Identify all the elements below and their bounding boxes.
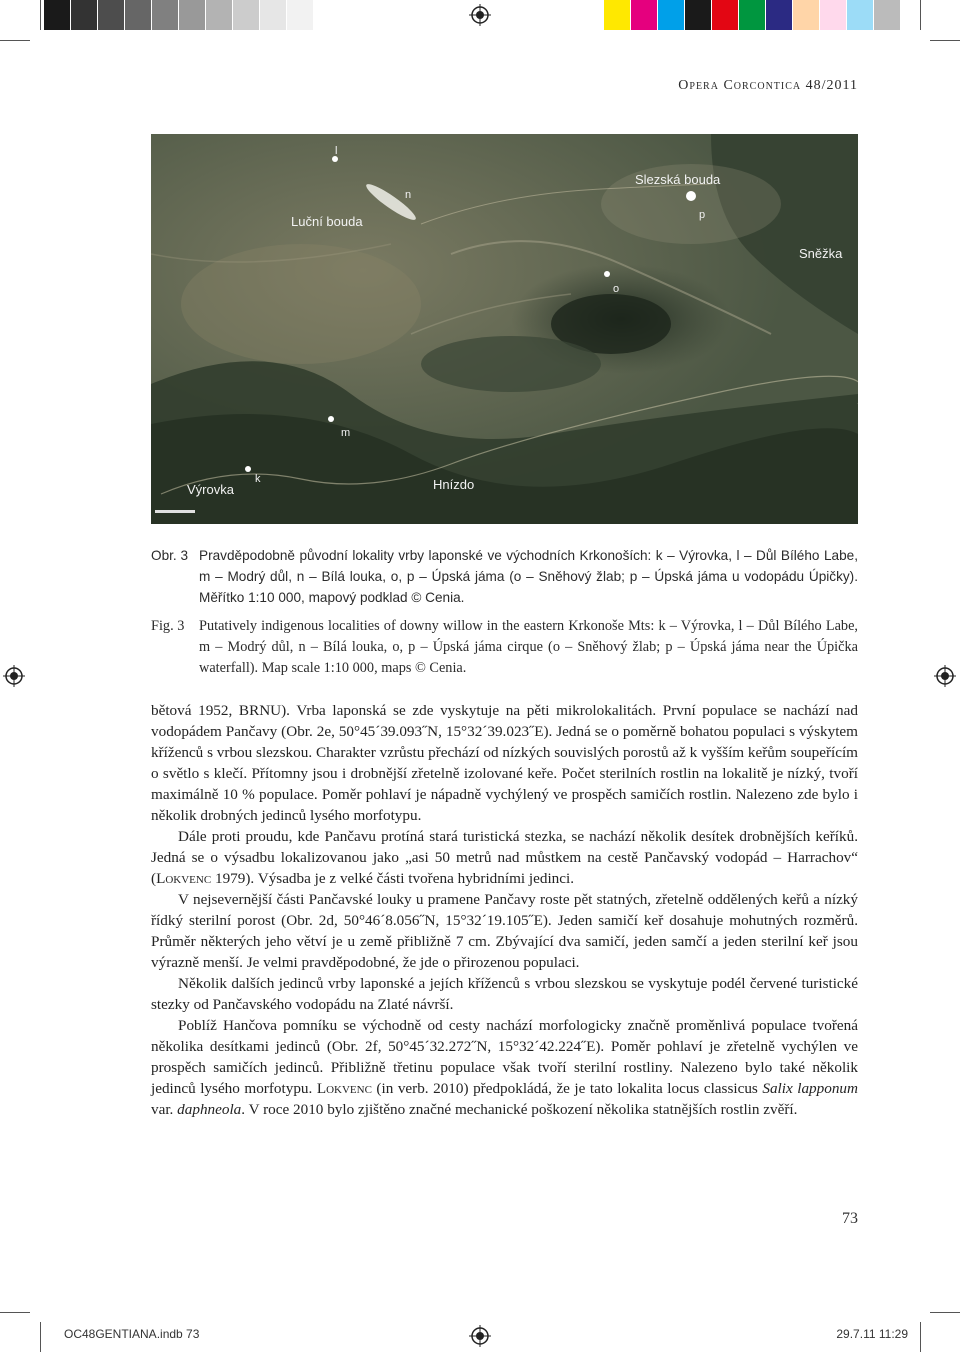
color-swatch (766, 0, 793, 30)
figure-caption-en-text: Putatively indigenous localities of downy willow in the eastern Krkonoše Mts: k – Výrovka, l – Důl Bílého Labe, m – Modrý důl, n – Bílá louka, o, p – Úpská jáma cirque (o – Sněhový žlab; p – Úpská jáma near the Úpička waterfall). Map scale 1:10 000, maps © Cenia. (199, 618, 858, 676)
print-color-bar (604, 0, 901, 30)
map-scale-bar (155, 510, 195, 513)
gray-swatch (179, 0, 206, 30)
color-swatch (712, 0, 739, 30)
color-swatch (604, 0, 631, 30)
registration-mark-icon (469, 4, 491, 26)
species-name: Salix lapponum (762, 1080, 858, 1097)
map-point-n-label: n (405, 189, 412, 201)
color-swatch (685, 0, 712, 30)
map-point-p (686, 191, 696, 201)
figure-caption-en (151, 616, 858, 679)
gray-swatch (71, 0, 98, 30)
crop-mark (40, 0, 41, 30)
map-label-slezska-bouda: Slezská bouda (635, 172, 721, 187)
map-label-hnizdo: Hnízdo (433, 477, 475, 492)
crop-mark (930, 1312, 960, 1313)
map-point-o (604, 271, 610, 277)
map-label-lucni-bouda: Luční bouda (291, 214, 363, 229)
color-swatch (793, 0, 820, 30)
registration-mark-icon (934, 665, 956, 687)
gray-swatch (98, 0, 125, 30)
body-paragraph: V nejsevernější části Pančavské louky u pramene Pančavy roste pět statných, zřetelně oddělených keřů a nízký řídký sterilní porost (Obr. 2d, 50°46´8.056˝N, 15°32´19.105˝E). Jeden samičí keř dosahuje mohutných rozměrů. Průměr některých jeho větví je u země přibližně 7 cm. Zbývající dva samičí, jeden samčí a jeden sterilní keř jsou výrazně menší. Je velmi pravděpodobné, že jde o přirozenou populaci. (151, 891, 858, 971)
running-head: Opera Corcontica 48/2011 (678, 78, 858, 93)
gray-swatch (260, 0, 287, 30)
gray-swatch (206, 0, 233, 30)
color-swatch (847, 0, 874, 30)
crop-mark (0, 1312, 30, 1313)
crop-mark (0, 40, 30, 41)
figure-caption-en-label: Fig. 3 (151, 618, 185, 634)
registration-mark-icon (3, 665, 25, 687)
map-point-k (245, 466, 251, 472)
map-point-l-label: l (335, 145, 338, 157)
aerial-map-figure (151, 134, 858, 524)
article-body (151, 700, 858, 1120)
figure-caption-cz-text: Pravděpodobně původní lokality vrby laponské ve východních Krkonoších: k – Výrovka, l – Důl Bílého Labe, m – Modrý důl, n – Bílá louka, o, p – Úpská jáma (o – Sněhový žlab; p – Úpská jáma u vodopádu Úpičky). Měřítko 1:10 000, mapový podklad © Cenia. (199, 548, 858, 605)
page-number: 73 (842, 1210, 858, 1227)
map-point-o-label: o (613, 283, 620, 295)
color-swatch (658, 0, 685, 30)
registration-mark-icon (469, 1325, 491, 1347)
gray-swatch (152, 0, 179, 30)
slug-file-name: OC48GENTIANA.indb 73 (64, 1327, 200, 1341)
crop-mark (930, 40, 960, 41)
gray-swatch (233, 0, 260, 30)
map-point-m-label: m (341, 427, 351, 439)
author-name: Lokvenc (316, 1080, 372, 1097)
color-swatch (631, 0, 658, 30)
crop-mark (920, 1322, 921, 1352)
body-paragraph: Několik dalších jedinců vrby laponské a jejích kříženců s vrbou slezskou se vyskytuje podél červené turistické stezky od Pančavského vodopádu na Zlaté návrší. (151, 975, 858, 1013)
body-paragraph: Dále proti proudu, kde Pančavu protíná stará turistická stezka, se nachází několik desítek drobnějších keříků. Jedná se o výsadbu lokalizovanou jako „asi 50 metrů nad můstkem na cestě Pančavský vodopád – Harrachov“ (Lokvenc 1979). Výsadba je z velké části tvořena hybridními jedinci. (151, 828, 858, 887)
body-paragraph: bětová 1952, BRNU). Vrba laponská se zde vyskytuje na pěti mikrolokalitách. První populace se nachází nad vodopádem Pančavy (Obr. 2e, 50°45´39.093˝N, 15°32´39.023˝E). Jedná se o poměrně bohatou populaci s výskytem kříženců s vrbou slezskou. Charakter vzrůstu přechází od nízkých souvislých porostů až k vyšším keřům soupeřícím o světlo s klečí. Přítomny jsou i drobnější zřetelně izolované keře. Počet sterilních rostlin na lokalitě je nízký, tvoří maximálně 10 % populace. Poměr pohlaví je nápadně vychýlený ve prospěch samičích rostlin. Nalezeno zde bylo i několik drobných jedinců lysého morfotypu. (151, 702, 858, 824)
map-label-vyrovka: Výrovka (187, 482, 234, 497)
figure-caption-cz-label: Obr. 3 (151, 548, 189, 563)
color-swatch (739, 0, 766, 30)
variety-name: daphneola (177, 1101, 242, 1118)
color-swatch (820, 0, 847, 30)
gray-swatch (287, 0, 314, 30)
color-swatch (874, 0, 901, 30)
map-point-m (328, 416, 334, 422)
print-grayscale-bar (44, 0, 341, 30)
aerial-map-image (151, 134, 858, 524)
map-point-p-label: p (699, 209, 706, 221)
body-paragraph: Poblíž Hančova pomníku se východně od cesty nachází morfologicky značně proměnlivá populace tvořená několika desítkami jedinců (Obr. 2f, 50°45´32.272˝N, 15°32´42.224˝E). Poměr pohlaví je zřetelně vychýlen ve prospěch samičích jedinců. Přibližně třetinu populace však tvoří sterilní rostliny. Nalezeno bylo také několik jedinců lysého morfotypu. Lokvenc (in verb. 2010) předpokládá, že je tato lokalita locus classicus Salix lapponum var. daphneola. V roce 2010 bylo zjištěno značné mechanické poškození několika statnějších rostlin zvěří. (151, 1017, 858, 1118)
gray-swatch (314, 0, 341, 30)
crop-mark (920, 0, 921, 30)
map-point-k-label: k (255, 473, 261, 485)
gray-swatch (44, 0, 71, 30)
author-name: Lokvenc (156, 870, 212, 887)
crop-mark (40, 1322, 41, 1352)
figure-caption-cz (151, 545, 858, 608)
gray-swatch (125, 0, 152, 30)
slug-date: 29.7.11 11:29 (836, 1327, 908, 1341)
map-label-snezka: Sněžka (799, 246, 843, 261)
